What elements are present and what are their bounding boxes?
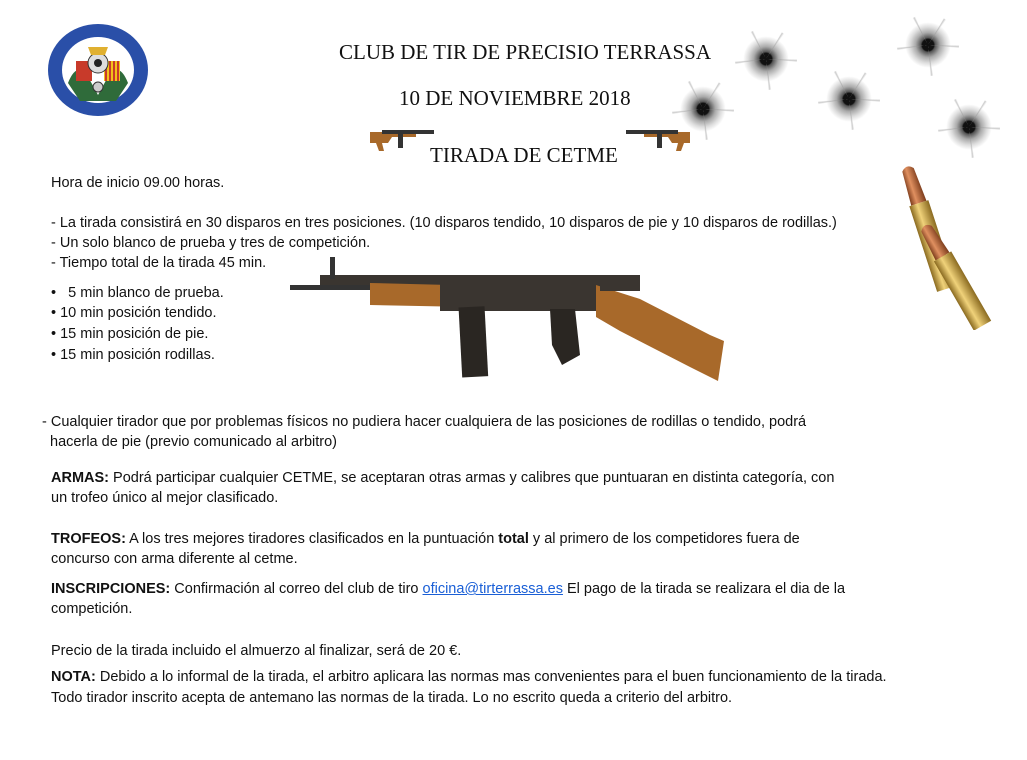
club-logo (46, 23, 150, 117)
physical-note: hacerla de pie (previo comunicado al arbitro) (42, 434, 337, 450)
armas-text: un trofeo único al mejor clasificado. (51, 490, 279, 506)
club-title: CLUB DE TIR DE PRECISIO TERRASSA (339, 40, 712, 64)
event-date: 10 DE NOVIEMBRE 2018 (399, 86, 631, 110)
email-link[interactable]: oficina@tirterrassa.es (422, 581, 563, 597)
armas-section (51, 469, 834, 487)
trofeos-bold: total (498, 531, 529, 547)
bullet-hole-icon (946, 104, 992, 150)
event-title: TIRADA DE CETME (430, 143, 618, 167)
price-text: Precio de la tirada incluido el almuerzo al finalizar, será de 20 €. (51, 643, 462, 659)
small-rifle-icon-left (368, 126, 434, 158)
bullet-hole-icon (743, 36, 789, 82)
nota-section (51, 668, 887, 686)
trofeos-section (51, 530, 800, 548)
rule-item: - La tirada consistirá en 30 disparos en tres posiciones. (10 disparos tendido, 10 disparos de pie y 10 disparos de rodillas.) (51, 215, 837, 231)
inscripciones-text: Confirmación al correo del club de tiro (170, 581, 423, 597)
time-item: • 15 min posición rodillas. (51, 347, 215, 363)
inscripciones-text: El pago de la tirada se realizara el dia de la (562, 581, 846, 597)
inscripciones-label: INSCRIPCIONES: (51, 581, 171, 597)
cetme-rifle-image (290, 255, 730, 385)
start-time: Hora de inicio 09.00 horas. (51, 175, 225, 191)
armas-label: ARMAS: (51, 470, 109, 486)
inscripciones-text: competición. (51, 601, 133, 617)
cartridges-image (895, 160, 995, 330)
nota-text: Debido a lo informal de la tirada, el arbitro aplicara las normas mas convenientes para el buen funcionamiento de la tirada. (95, 669, 887, 685)
bullet-hole-icon (905, 22, 951, 68)
bullet-hole-icon (826, 76, 872, 122)
trofeos-label: TROFEOS: (51, 531, 126, 547)
trofeos-text: A los tres mejores tiradores clasificados en la puntuación (125, 531, 499, 547)
inscripciones-section (51, 580, 845, 598)
armas-text: Podrá participar cualquier CETME, se aceptaran otras armas y calibres que puntuaran en distinta categoría, con (109, 470, 835, 486)
rule-item: - Tiempo total de la tirada 45 min. (51, 255, 267, 271)
bullet-hole-icon (680, 86, 726, 132)
rule-item: - Un solo blanco de prueba y tres de competición. (51, 235, 371, 251)
nota-text: Todo tirador inscrito acepta de antemano las normas de la tirada. Lo no escrito queda a criterio del arbitro. (51, 690, 733, 706)
trofeos-text: y al primero de los competidores fuera de (528, 531, 800, 547)
trofeos-text: concurso con arma diferente al cetme. (51, 551, 298, 567)
time-item: • 15 min posición de pie. (51, 326, 209, 342)
time-item: • 5 min blanco de prueba. (51, 285, 224, 301)
time-item: • 10 min posición tendido. (51, 305, 217, 321)
nota-label: NOTA: (51, 669, 96, 685)
physical-note: - Cualquier tirador que por problemas físicos no pudiera hacer cualquiera de las posiciones de rodillas o tendido, podrá (42, 414, 807, 430)
